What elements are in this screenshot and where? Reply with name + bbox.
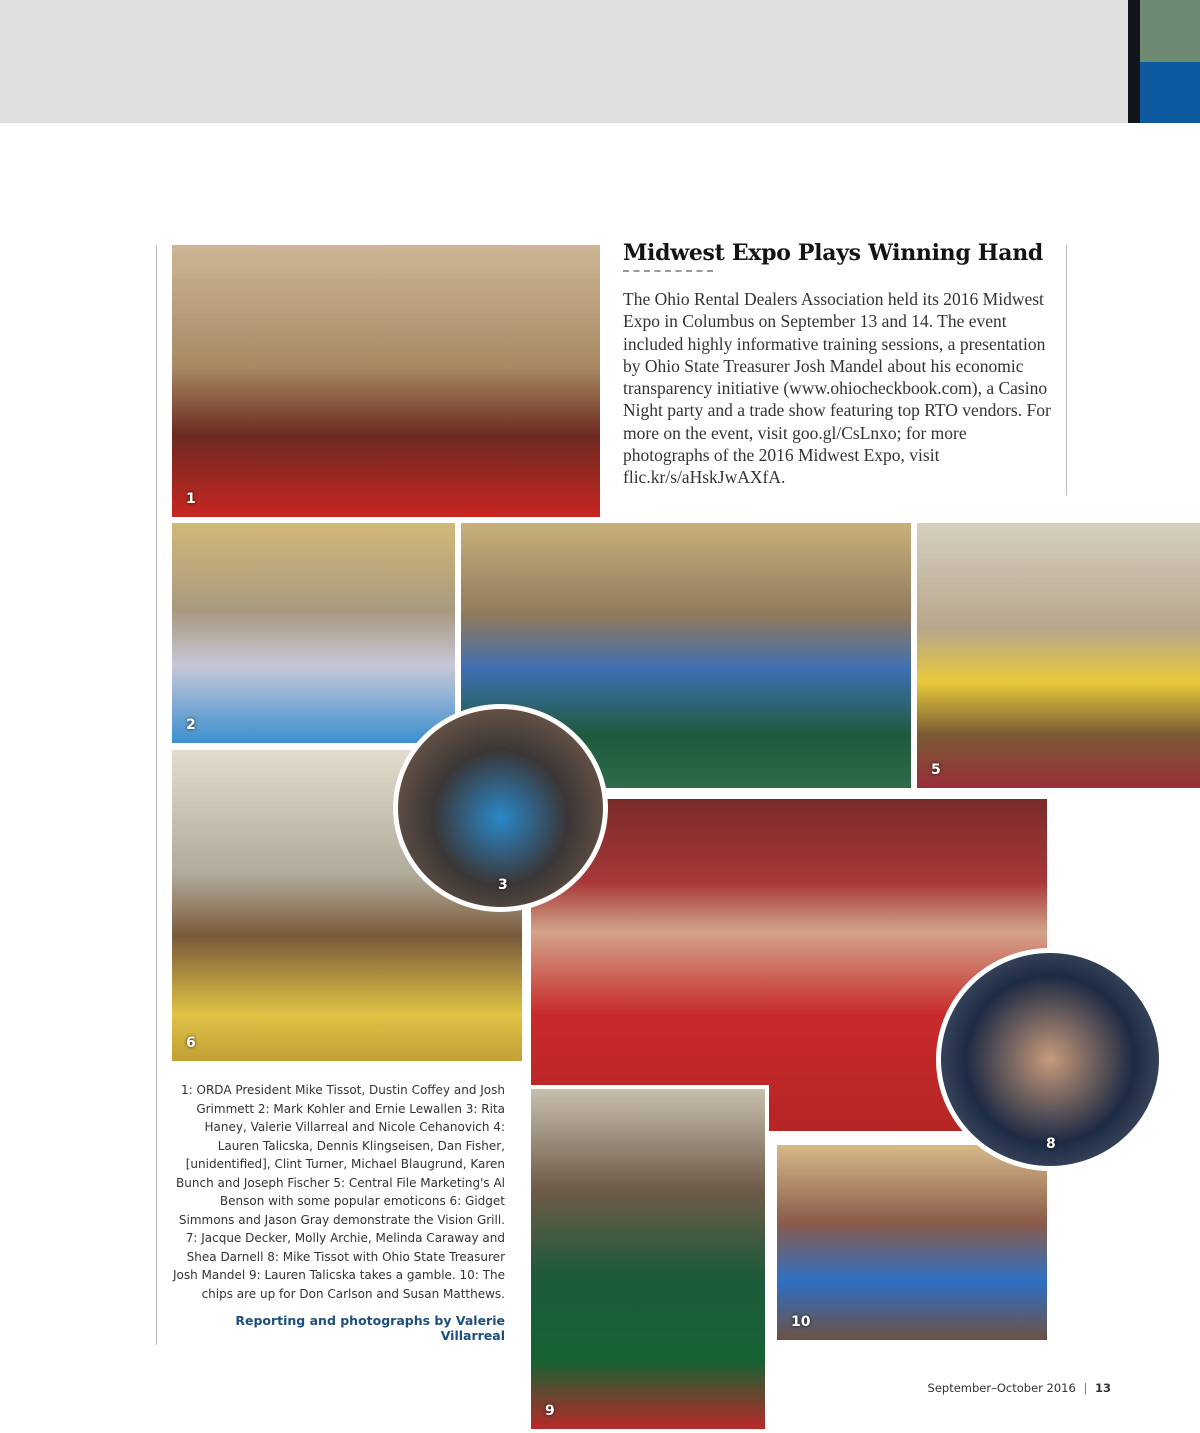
photo-1: [172, 245, 600, 517]
photo-8: [936, 948, 1164, 1171]
photo-10: [773, 1141, 1051, 1344]
column-rule-left: [156, 245, 157, 1345]
photo-number: 1: [186, 491, 196, 507]
photo-number: 9: [545, 1403, 555, 1419]
photo-5: [917, 523, 1200, 788]
page-number: 13: [1094, 1381, 1111, 1395]
photo-3: [393, 704, 608, 912]
photo-captions: 1: ORDA President Mike Tissot, Dustin Coffey and Josh Grimmett 2: Mark Kohler and Ernie Lewallen 3: Rita Haney, Valerie Villarreal and Nicole Cehanovich 4: Lauren Talicska, Dennis Klingseisen, Dan Fisher, [unidentified], Clint Turner, Michael Blaugrund, Karen Bunch and Joseph Fischer 5: Central File Marketing's Al Benson with some popular emoticons 6: Gidget Simmons and Jason Gray demonstrate the Vision Grill. 7: Jacque Decker, Molly Archie, Melinda Caraway and Shea Darnell 8: Mike Tissot with Ohio State Treasurer Josh Mandel 9: Lauren Talicska takes a gamble. 10: The chips are up for Don Carlson and Susan Matthews.: [172, 1083, 505, 1301]
header-band: [0, 0, 1128, 123]
article-body: The Ohio Rental Dealers Association held its 2016 Midwest Expo in Columbus on September 13 and 14. The event included highly informative training sessions, a presentation by Ohio State Treasurer Josh Mandel about his economic transparency initiative (www.ohiocheckbook.com), a Casino Night party and a trade show featuring top RTO vendors. For more on the event, visit goo.gl/CsLnxo; for more photographs of the 2016 Midwest Expo, visit flic.kr/s/aHskJwAXfA.: [623, 289, 1051, 488]
section-tab-dark: [1128, 0, 1140, 123]
photo-number: 5: [931, 762, 941, 778]
section-tab-green: [1140, 0, 1200, 62]
page-footer: [928, 1381, 1111, 1395]
issue-date: September–October 2016: [927, 1381, 1076, 1395]
photo-number: 8: [1046, 1136, 1056, 1152]
photo-credit: Reporting and photographs by Valerie Villarreal: [235, 1313, 505, 1343]
footer-separator: |: [1083, 1381, 1088, 1395]
photo-2: [172, 523, 455, 743]
photo-number: 2: [186, 717, 196, 733]
photo-number: 10: [791, 1314, 811, 1330]
column-rule-right: [1066, 245, 1067, 495]
photo-9: [527, 1085, 769, 1433]
headline-divider: [623, 270, 713, 272]
article: [623, 240, 1053, 489]
photo-number: 3: [498, 877, 508, 893]
article-headline: Midwest Expo Plays Winning Hand: [623, 240, 1044, 266]
section-tab-blue: [1140, 62, 1200, 123]
photo-number: 6: [186, 1035, 196, 1051]
